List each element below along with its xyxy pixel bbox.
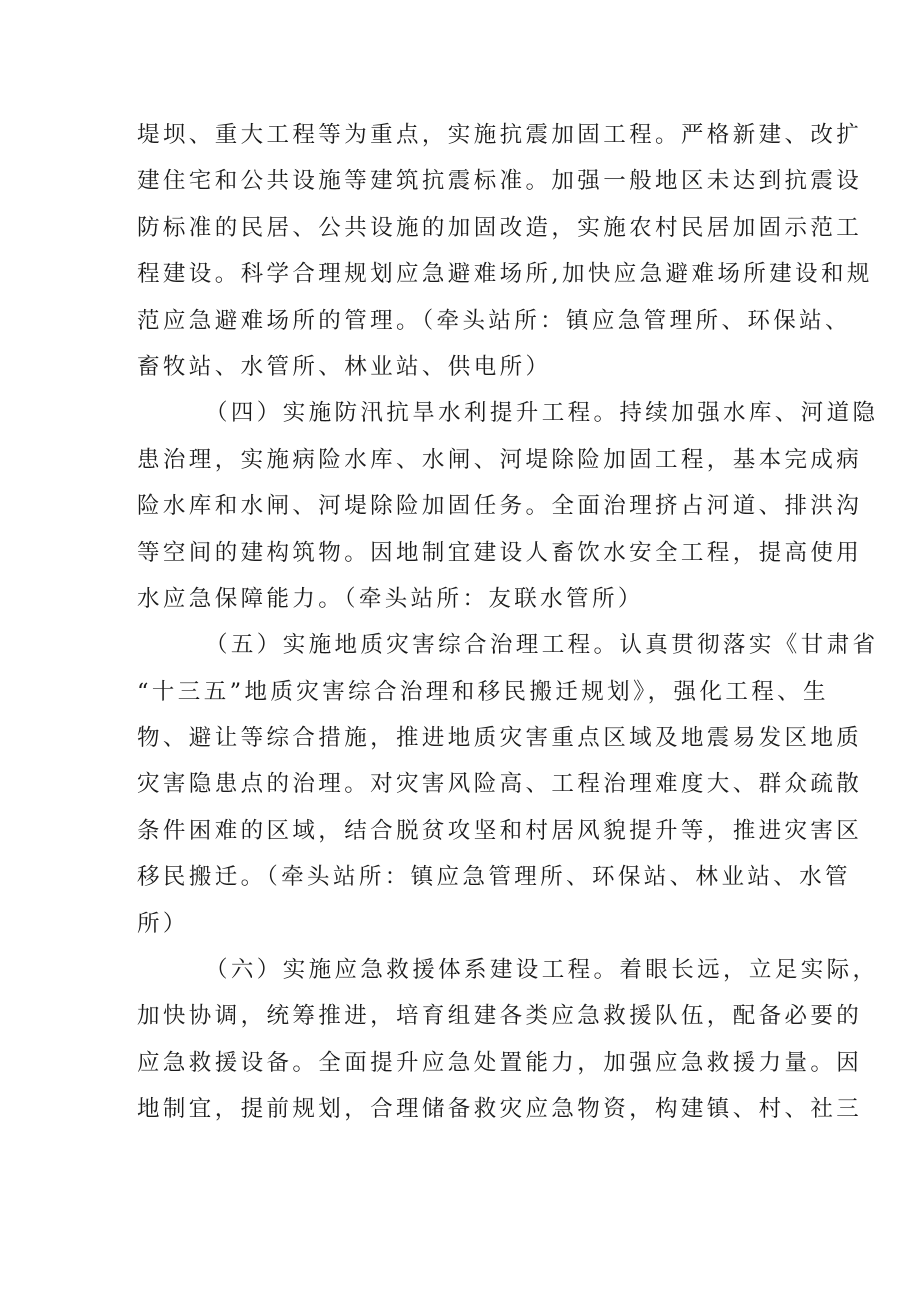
document-body <box>137 112 879 1133</box>
text-line: 地制宜，提前规划，合理储备救灾应急物资，构建镇、村、社三 <box>137 1096 863 1123</box>
text-line: 灾害隐患点的治理。对灾害风险高、工程治理难度大、群众疏散 <box>137 771 863 798</box>
text-line: 畜牧站、水管所、林业站、供电所） <box>137 353 552 380</box>
text-line: 程建设。科学合理规划应急避难场所,加快应急避难场所建设和规 <box>137 261 873 288</box>
text-line: 移民搬迁。（牵头站所：镇应急管理所、环保站、林业站、水管 <box>137 864 851 891</box>
text-line: 物、避让等综合措施，推进地质灾害重点区域及地震易发区地质 <box>137 725 863 752</box>
text-line: 所） <box>137 910 189 937</box>
text-line: 建住宅和公共设施等建筑抗震标准。加强一般地区未达到抗震设 <box>137 168 863 195</box>
text-line: 水应急保障能力。（牵头站所：友联水管所） <box>137 585 644 612</box>
text-line: 患治理，实施病险水库、水闸、河堤除险加固工程，基本完成病 <box>137 446 863 473</box>
text-line: 等空间的建构筑物。因地制宜建设人畜饮水安全工程，提高使用 <box>137 539 863 566</box>
paragraph-start-line: （五）实施地质灾害综合治理工程。认真贯彻落实《甘肃省 <box>205 632 879 659</box>
text-line: 堤坝、重大工程等为重点，实施抗震加固工程。严格新建、改扩 <box>137 122 863 148</box>
text-line: 防标准的民居、公共设施的加固改造，实施农村民居加固示范工 <box>137 214 863 241</box>
paragraph-start-line: （六）实施应急救援体系建设工程。着眼长远，立足实际， <box>205 957 879 984</box>
text-line: 范应急避难场所的管理。（牵头站所：镇应急管理所、环保站、 <box>137 307 851 334</box>
paragraph-start-line: （四）实施防汛抗旱水利提升工程。持续加强水库、河道隐 <box>205 400 879 427</box>
text-line: 加快协调，统筹推进，培育组建各类应急救援队伍，配备必要的 <box>137 1003 863 1030</box>
text-line: 应急救援设备。全面提升应急处置能力，加强应急救援力量。因 <box>137 1049 863 1076</box>
text-line: 条件困难的区域，结合脱贫攻坚和村居风貌提升等，推进灾害区 <box>137 817 863 844</box>
text-line: 险水库和水闸、河堤除险加固任务。全面治理挤占河道、排洪沟 <box>137 493 863 520</box>
text-line: “十三五”地质灾害综合治理和移民搬迁规划》，强化工程、生 <box>137 678 829 705</box>
